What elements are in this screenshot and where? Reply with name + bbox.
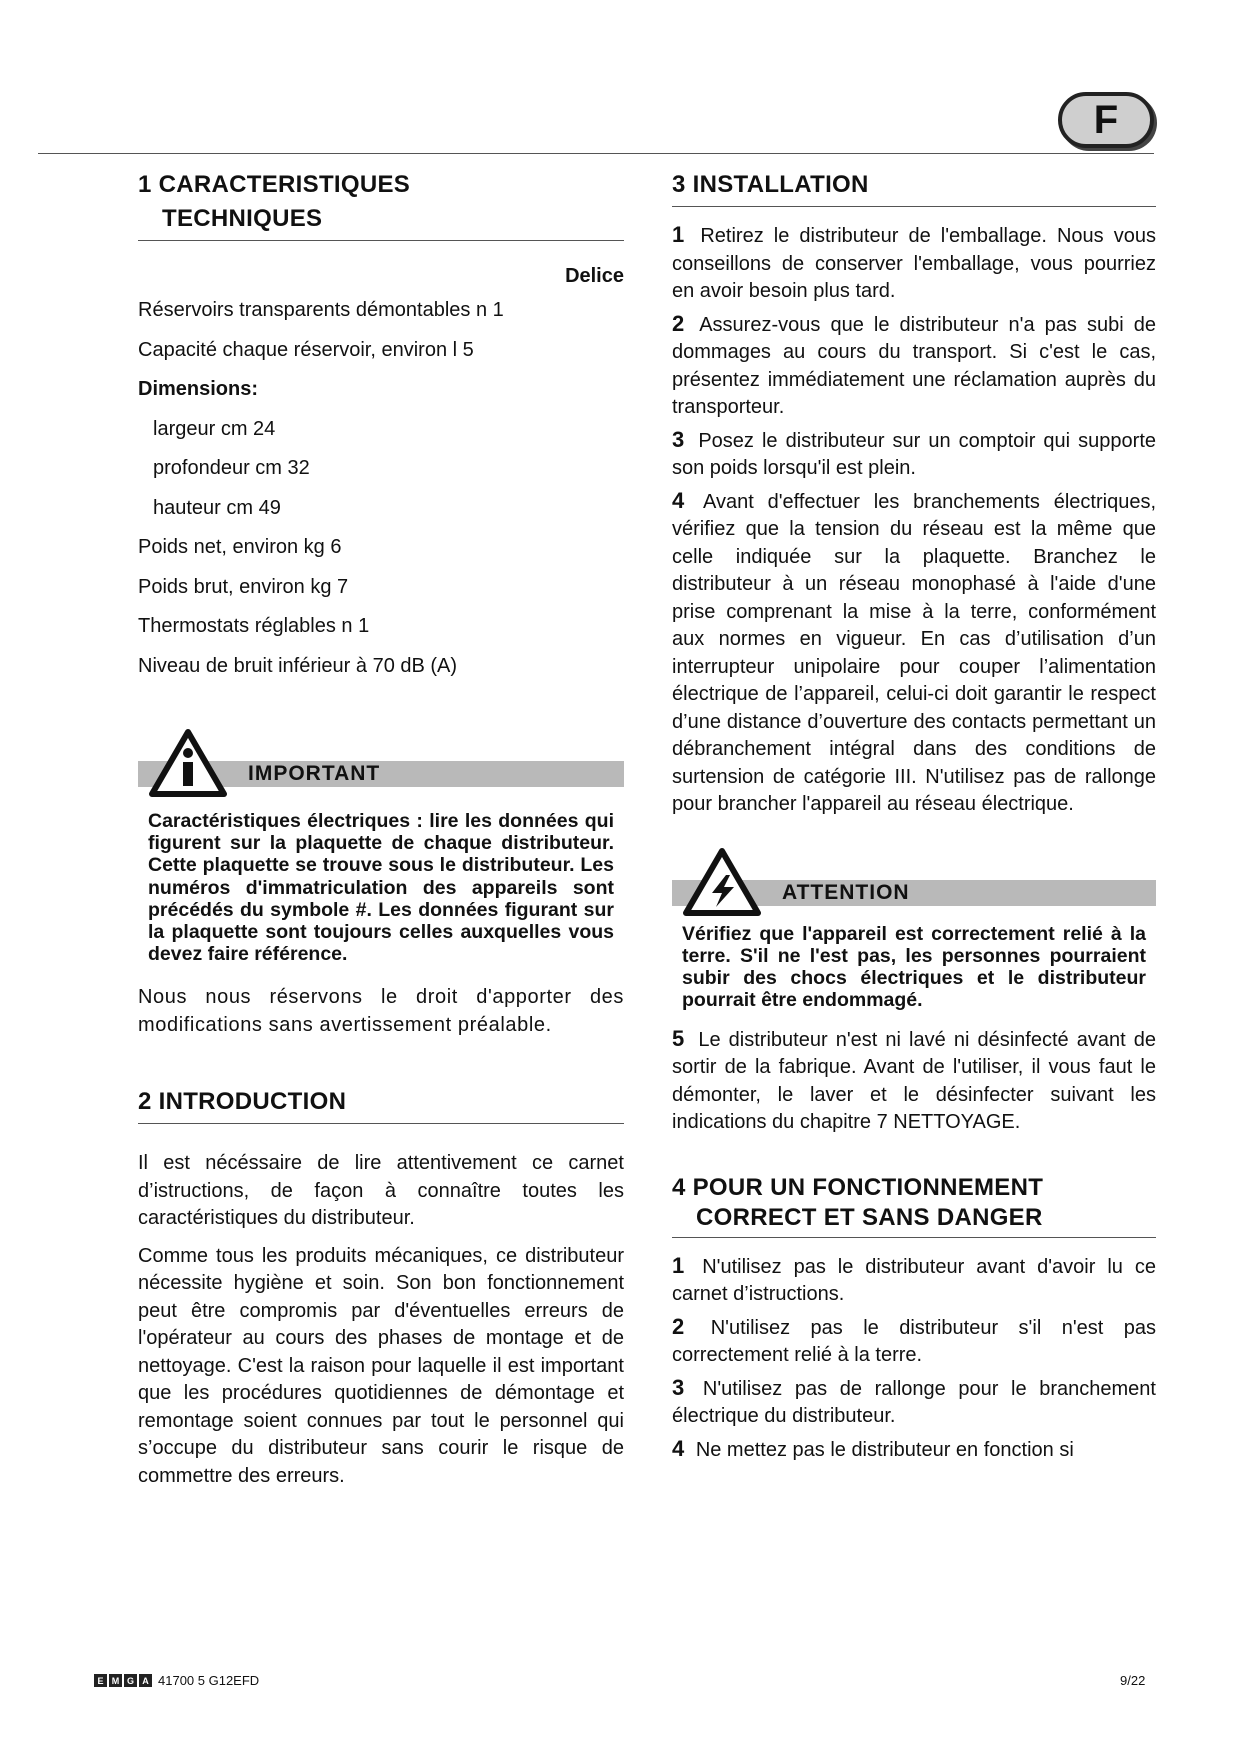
emga-logo	[94, 1674, 152, 1687]
safety-step	[672, 1435, 1156, 1465]
logo-letter: G	[124, 1674, 137, 1687]
safety-step-number: 4	[672, 1435, 685, 1461]
safety-step-text: N'utilisez pas le distributeur avant d'avoir lu ce carnet d’istructions.	[672, 1255, 1156, 1305]
left-column	[138, 168, 624, 1490]
install-step	[672, 221, 1156, 306]
important-notice	[138, 728, 624, 988]
install-step	[672, 487, 1156, 819]
install-step	[672, 426, 1156, 483]
install-step	[672, 310, 1156, 422]
spec-row-dimensions-heading: Dimensions:	[138, 378, 259, 400]
install-step-text: Avant d'effectuer les branchements électriques, vérifiez que la tension du réseau est la même que celle indiquée sur la plaquette. Branchez le distributeur à un réseau monophasé à l'aide d'une prise comprenant la mise à la terre, conformément aux normes en vigueur. En cas d’utilisation d’un interrupteur unipolaire pour couper l’alimentation électrique de l’appareil, celui-ci doit garantir le respect d’une distance d’ouverture des contacts permettant un débranchement intégral dans des conditions de surtension de catégorie III. N'utilisez pas de rallonge pour brancher l'appareil au réseau électrique.	[672, 490, 1156, 815]
install-step-number: 2	[672, 310, 685, 336]
install-step-number: 1	[672, 222, 685, 247]
right-column	[672, 168, 1156, 1464]
logo-letter: M	[109, 1674, 122, 1687]
section-4-title-line1: 4 POUR UN FONCTIONNEMENT	[672, 1173, 1044, 1201]
electric-hazard-icon	[682, 847, 762, 917]
important-label: IMPORTANT	[248, 762, 381, 785]
safety-step	[672, 1374, 1156, 1431]
safety-step-text: N'utilisez pas le distributeur s'il n'est pas correctement relié à la terre.	[672, 1316, 1156, 1366]
safety-step-text: Ne mettez pas le distributeur en fonction si	[695, 1438, 1074, 1461]
attention-text: Vérifiez que l'appareil est correctement relié à la terre. S'il ne l'est pas, les personnes pourraient subir des chocs électriques et le distributeur pourrait être endommagé.	[682, 922, 1146, 1012]
install-step-text: Retirez le distributeur de l'emballage. Nous vous conseillons de conserver l'emballage, vous pourriez en avoir besoin plus tard.	[672, 225, 1156, 302]
section-1-title-line1: 1 CARACTERISTIQUES	[138, 171, 411, 198]
install-step-5	[672, 1025, 1156, 1137]
spec-row: Poids brut, environ kg 7	[138, 575, 349, 598]
intro-paragraph-2: Comme tous les produits mécaniques, ce distributeur nécessite hygiène et soin. Son bon fonctionnement peut être compromis par d'éventuelles erreurs de l'opérateur au cours des phases de montage et de nettoyage. C'est la raison pour laquelle il est important que les procédures quotidiennes de démontage et remontage soient connues par tout le personnel qui s’occupe du distributeur sans courir le risque de commettre des erreurs.	[138, 1244, 624, 1487]
section-1-title	[138, 168, 624, 241]
install-step-number: 4	[672, 487, 685, 513]
attention-label: ATTENTION	[782, 880, 910, 904]
header-rule	[38, 153, 1154, 154]
spec-row: hauteur cm 49	[153, 496, 281, 519]
spec-row: largeur cm 24	[153, 417, 276, 440]
spec-row: Poids net, environ kg 6	[138, 536, 342, 558]
spec-row: Réservoirs transparents démontables n 1	[138, 299, 504, 321]
spec-row: profondeur cm 32	[153, 457, 310, 479]
install-step-number: 5	[672, 1025, 685, 1051]
attention-notice	[672, 847, 1156, 1017]
spec-row: Niveau de bruit inférieur à 70 dB (A)	[138, 654, 458, 677]
install-step-number: 3	[672, 426, 685, 452]
install-step-text: Assurez-vous que le distributeur n'a pas subi de dommages au cours du transport. Si c'est le cas, présentez immédiatement une réclamation auprès du transporteur.	[672, 313, 1156, 418]
safety-step-number: 3	[672, 1374, 685, 1400]
safety-step	[672, 1252, 1156, 1309]
spec-row: Capacité chaque réservoir, environ l 5	[138, 338, 474, 361]
safety-step-number: 1	[672, 1252, 685, 1278]
intro-paragraph-1: Il est nécéssaire de lire attentivement ce carnet d’istructions, de façon à connaître toutes les caractéristiques du distributeur.	[138, 1152, 624, 1229]
safety-step	[672, 1313, 1156, 1370]
section-4-title	[672, 1173, 1156, 1238]
section-3-title: 3 INSTALLATION	[672, 168, 1156, 207]
spec-list	[138, 291, 624, 686]
spec-row: Thermostats réglables n 1	[138, 615, 370, 637]
section-1-title-line2: TECHNIQUES	[162, 205, 323, 232]
logo-letter: E	[94, 1674, 107, 1687]
installation-steps	[672, 221, 1156, 819]
logo-letter: A	[139, 1674, 152, 1687]
install-step-text: Posez le distributeur sur un comptoir qui supporte son poids lorsqu'il est plein.	[672, 429, 1156, 479]
reserve-note: Nous nous réservons le droit d'apporter des modifications sans avertissement préalable.	[138, 986, 624, 1036]
section-4-title-line2: CORRECT ET SANS DANGER	[696, 1203, 1043, 1231]
page-number: 9/22	[1120, 1673, 1146, 1688]
install-step-text: Le distributeur n'est ni lavé ni désinfecté avant de sortir de la fabrique. Avant de l'utiliser, il vous faut le démonter, le laver et le désinfecter suivant les indications du chapitre 7 NETTOYAGE.	[672, 1028, 1157, 1133]
safety-step-text: N'utilisez pas de rallonge pour le branchement électrique du distributeur.	[672, 1377, 1156, 1427]
info-warning-icon	[148, 728, 228, 798]
spec-model-name: Delice	[565, 265, 624, 287]
document-code: 41700 5 G12EFD	[158, 1673, 260, 1688]
safety-step-number: 2	[672, 1313, 685, 1339]
section-2-title: 2 INTRODUCTION	[138, 1085, 624, 1124]
important-text: Caractéristiques électriques : lire les données qui figurent sur la plaquette de chaque distributeur. Cette plaquette se trouve sous le distributeur. Les numéros d'immatriculation des appareils sont précédés du symbole #. Les données figurant sur la plaquette sont toujours celles auxquelles vous devez faire référence.	[148, 810, 614, 966]
language-badge: F	[1058, 92, 1154, 148]
safety-steps	[672, 1252, 1156, 1465]
